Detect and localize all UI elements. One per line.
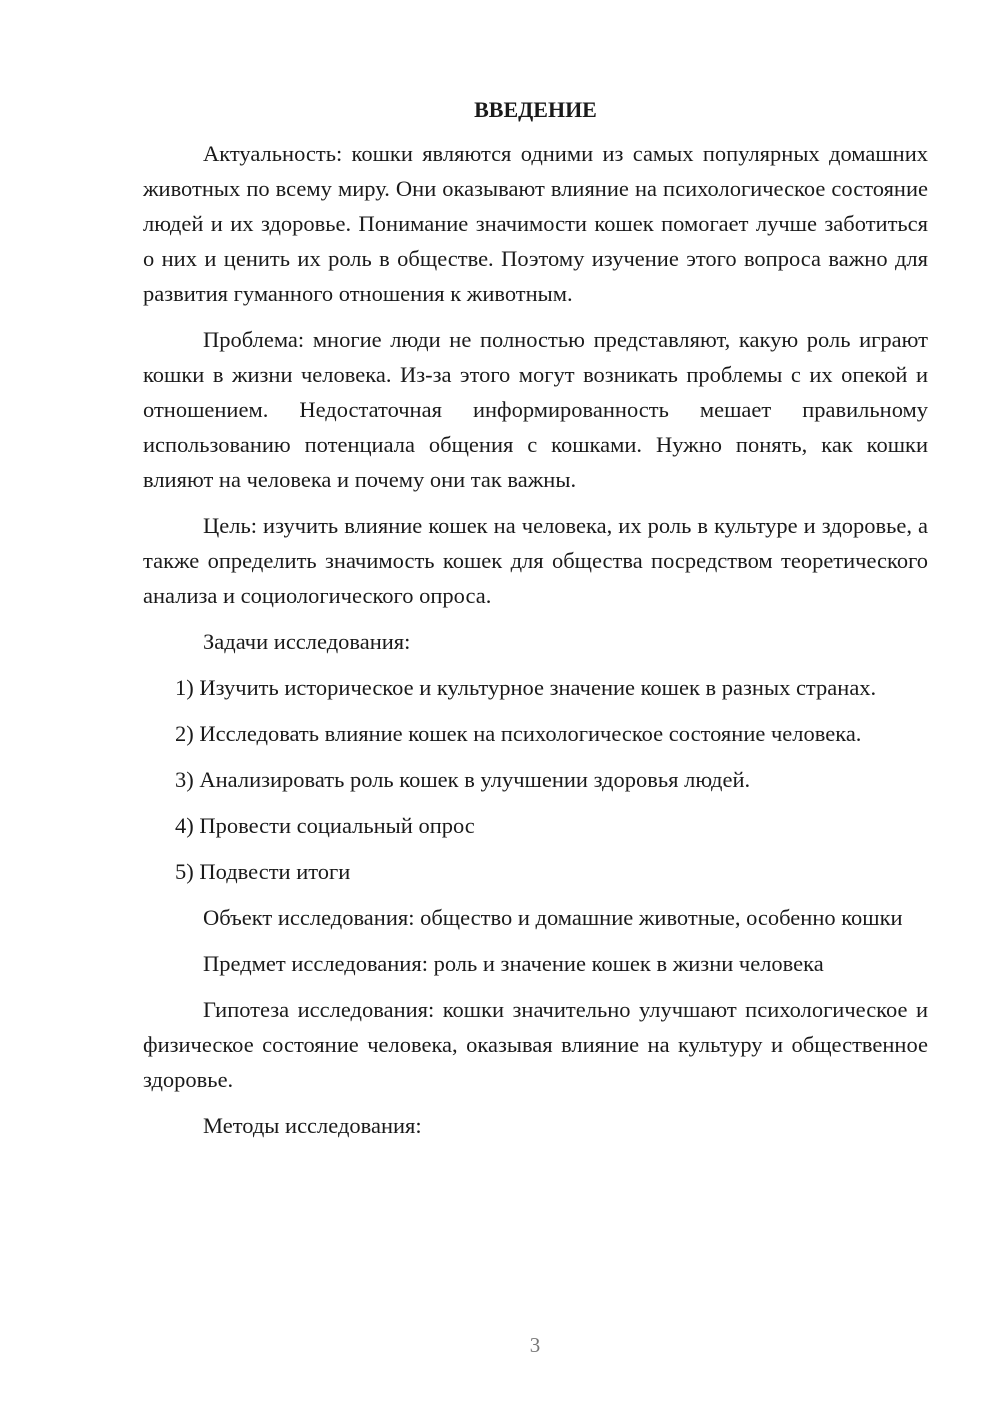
object-paragraph: Объект исследования: общество и домашние животные, особенно кошки [203, 905, 903, 930]
hypothesis-paragraph: Гипотеза исследования: кошки значительно улучшают психологическое и физическое состояние человека, оказывая влияние на культуру и общественное здоровье. [143, 997, 928, 1092]
goal-paragraph: Цель: изучить влияние кошек на человека, их роль в культуре и здоровье, а также определить значимость кошек для общества посредством теоретического анализа и социологического опроса. [143, 513, 928, 608]
task-item-1: 1) Изучить историческое и культурное значение кошек в разных странах. [175, 675, 877, 700]
problem-paragraph: Проблема: многие люди не полностью представляют, какую роль играют кошки в жизни человека. Из-за этого могут возникать проблемы с их опекой и отношением. Недостаточная информированность мешает правильному использованию потенциала общения с кошками. Нужно понять, как кошки влияют на человека и почему они так важны. [143, 327, 928, 492]
document-body [143, 92, 928, 1143]
task-item-2: 2) Исследовать влияние кошек на психологическое состояние человека. [175, 721, 862, 746]
relevance-paragraph: Актуальность: кошки являются одними из самых популярных домашних животных по всему миру. Они оказывают влияние на психологическое состояние людей и их здоровье. Понимание значимости кошек помогает лучше заботиться о них и ценить их роль в обществе. Поэтому изучение этого вопроса важно для развития гуманного отношения к животным. [143, 141, 928, 306]
page-number: 3 [529, 1333, 541, 1357]
section-title: ВВЕДЕНИЕ [474, 97, 597, 122]
task-item-3: 3) Анализировать роль кошек в улучшении здоровья людей. [175, 767, 751, 792]
tasks-heading: Задачи исследования: [203, 629, 411, 654]
task-item-5: 5) Подвести итоги [175, 859, 351, 884]
subject-paragraph: Предмет исследования: роль и значение кошек в жизни человека [203, 951, 824, 976]
methods-heading: Методы исследования: [203, 1113, 422, 1138]
task-item-4: 4) Провести социальный опрос [175, 813, 475, 838]
